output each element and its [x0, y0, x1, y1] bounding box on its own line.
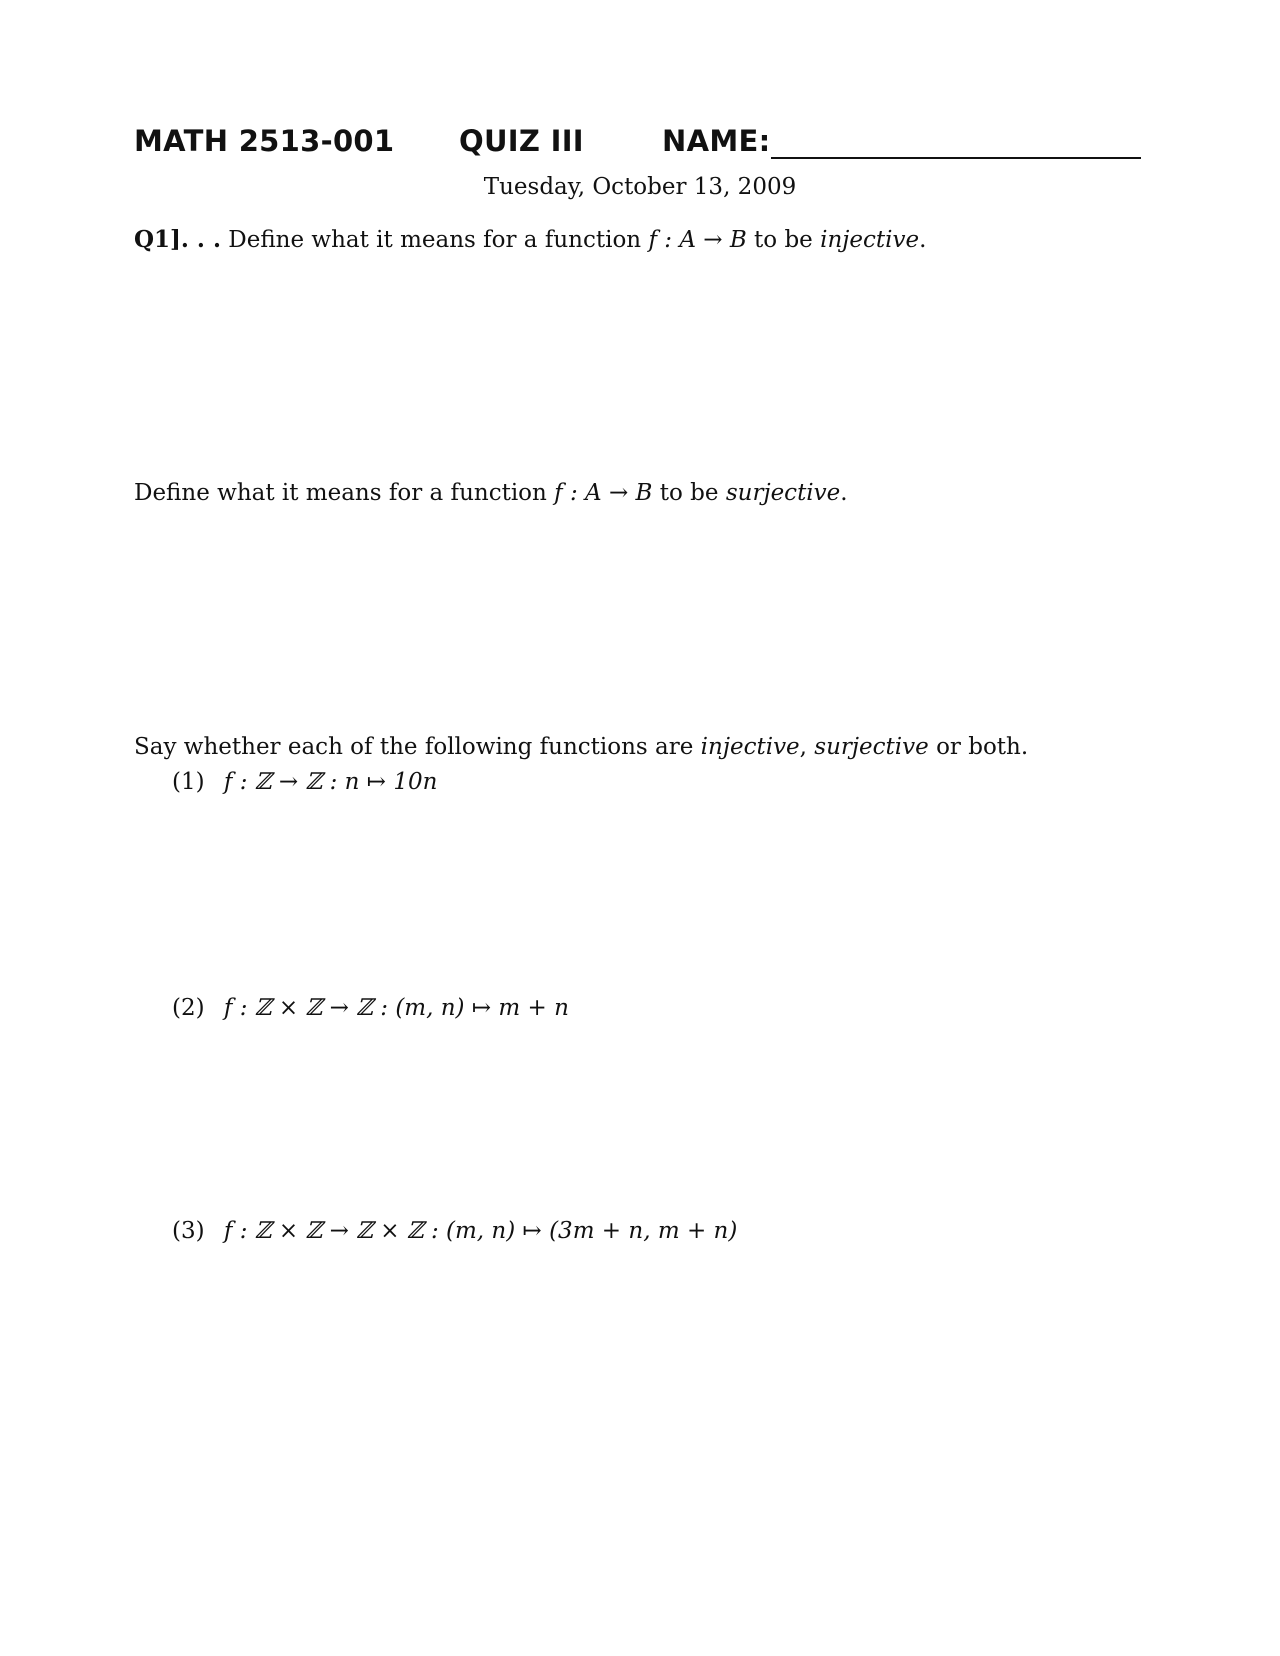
term-injective: injective [820, 227, 920, 253]
question-number: Q1]. . . [134, 226, 221, 253]
question-text-suffix: or both. [936, 734, 1029, 760]
question-text: Define what it means for a function [134, 480, 547, 506]
question-1-injective [134, 226, 926, 253]
item-number: (2) [172, 995, 205, 1021]
term-injective: injective [700, 734, 800, 760]
question-classify [134, 734, 1028, 760]
name-blank-line [771, 157, 1141, 159]
function-item-2 [172, 995, 569, 1021]
function-item-3 [172, 1218, 737, 1244]
question-text-middle: to be [659, 480, 719, 506]
question-surjective [134, 480, 848, 506]
period: . [840, 480, 848, 506]
quiz-header [134, 124, 1144, 164]
quiz-date: Tuesday, October 13, 2009 [483, 174, 797, 200]
quiz-title: QUIZ III [459, 124, 584, 158]
question-text: Say whether each of the following functions are [134, 734, 694, 760]
item-number: (1) [172, 769, 205, 795]
item-number: (3) [172, 1218, 205, 1244]
question-text: Define what it means for a function [228, 227, 642, 253]
question-text-middle: to be [754, 227, 813, 253]
item-function: f : ℤ → ℤ : n ↦ 10n [223, 769, 438, 795]
period: . [919, 227, 927, 253]
course-code: MATH 2513-001 [134, 124, 395, 158]
function-notation: f : A → B [648, 227, 747, 253]
name-label: NAME: [662, 124, 771, 158]
term-surjective: surjective [725, 480, 841, 506]
function-notation: f : A → B [554, 480, 653, 506]
function-item-1 [172, 769, 437, 795]
item-function: f : ℤ × ℤ → ℤ × ℤ : (m, n) ↦ (3m + n, m + n) [223, 1218, 738, 1244]
comma: , [799, 734, 807, 760]
term-surjective: surjective [814, 734, 929, 760]
item-function: f : ℤ × ℤ → ℤ : (m, n) ↦ m + n [223, 995, 569, 1021]
